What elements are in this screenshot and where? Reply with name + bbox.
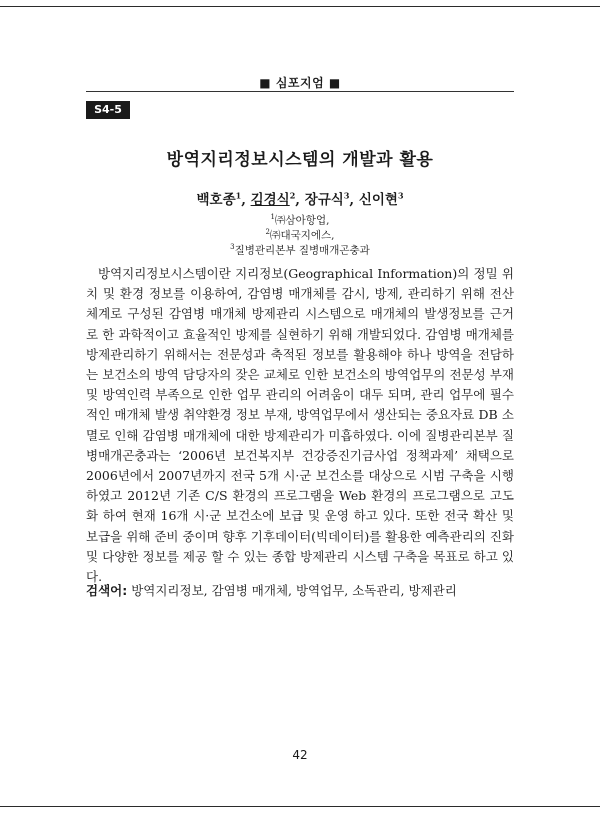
author-name: 신이현: [358, 192, 398, 208]
affiliation-sup: 3: [230, 243, 235, 251]
paper-title: 방역지리정보시스템의 개발과 활용: [166, 150, 434, 170]
keywords-label: 검색어:: [86, 583, 128, 598]
affiliation-text: ㈜대국지에스,: [269, 229, 335, 242]
author-sup: 1: [235, 190, 242, 201]
author-list: 백호종$^1$, 김경식$^2$, 장규식$^3$, 신이현$^3$: [196, 190, 404, 208]
author-sup: 2: [289, 190, 296, 201]
author-name: 장규식: [304, 192, 344, 208]
keywords-line: [86, 581, 514, 599]
affiliation-text: ㈜삼아항업,: [275, 214, 330, 227]
affiliation-sup: 1: [270, 213, 276, 221]
affiliation-text: 질병관리본부 질병매개곤충과: [234, 244, 370, 257]
author-name: 김경식: [250, 192, 290, 208]
header-divider: [86, 91, 514, 92]
session-code-badge: S4-5: [86, 101, 130, 119]
section-header: ■ 심포지엄 ■: [259, 76, 341, 90]
author-sup: 3: [343, 190, 350, 201]
affiliation-sup: 2: [265, 228, 270, 236]
keywords-text: 방역지리정보, 감염병 매개체, 방역업무, 소독관리, 방제관리: [127, 583, 457, 598]
page-number: 42: [292, 748, 308, 762]
top-page-rule: [0, 6, 600, 7]
abstract-body: 방역지리정보시스템이란 지리정보(Geographical Information)의 정밀 위치 및 환경 정보를 이용하여, 감염병 매개체를 감시, 방제, 관리하기 위해 전산체계로 구성된 감염병 매개체 방제관리 시스템으로 매개체의 발생정보를 근거로 한 과학적이고 효율적인 방제를 실현하기 위해 개발되었다. 감염병 매개체를 방제관리하기 위해서는 전문성과 축적된 정보를 활용해야 하나 방역을 전담하는 보건소의 방역 담당자의 잦은 교체로 인한 보건소의 방역업무의 전문성 부재 및 방역인력 부족으로 인한 업무 관리의 어려움이 대두 되며, 관리 업무에 필수적인 매개체 발생 취약환경 정보 부재, 방역업무에서 생산되는 중요자료 DB 소멸로 인해 감염병 매개체에 대한 방제관리가 미흡하였다. 이에 질병관리본부 질병매개곤충과는 ‘2006년 보건복지부 건강증진기금사업 정책과제’ 채택으로 2006년에서 2007년까지 전국 5개 시·군 보건소를 대상으로 시범 구축을 시행 하였고 2012년 기존 C/S 환경의 프로그램을 Web 환경의 프로그램으로 고도화 하여 현재 16개 시·군 보건소에 보급 및 운영 하고 있다. 또한 전국 확산 및 보급을 위해 준비 중이며 향후 기후데이터(빅데이터)를 활용한 예측관리의 진화 및 다양한 정보를 제공 할 수 있는 종합 방제관리 시스템 구축을 목표로 하고 있다.: [86, 266, 514, 585]
affiliation: [86, 240, 514, 259]
author-sup: 3: [397, 190, 404, 201]
author-name: 백호종: [196, 192, 236, 208]
bottom-page-rule: [0, 806, 600, 807]
